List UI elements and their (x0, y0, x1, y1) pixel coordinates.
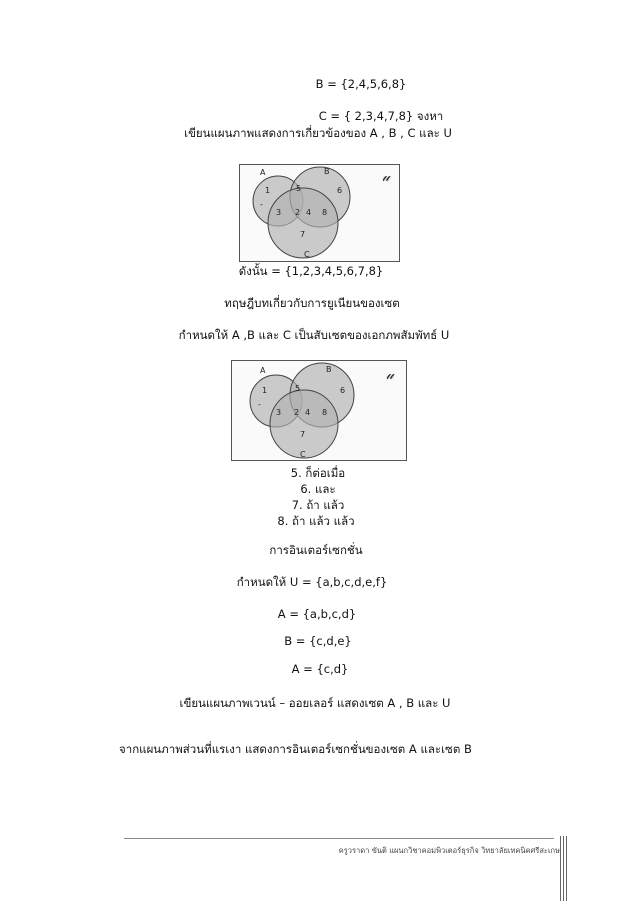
region-7: 7 (300, 430, 306, 439)
theorem-heading: ทฤษฎีบทเกี่ยวกับการยูเนียนของเซต (224, 296, 400, 310)
venn-svg-2 (232, 361, 406, 460)
label-a: A (260, 168, 266, 177)
label-c: C (300, 450, 306, 459)
region-3: 3 (276, 408, 282, 417)
label-b: B (326, 365, 332, 374)
region-8: 8 (322, 408, 328, 417)
label-a: A (260, 366, 266, 375)
region-2: 2 (295, 208, 301, 217)
set-c-circle (268, 188, 338, 258)
venn-svg-1 (240, 165, 399, 261)
region-5: 5 (295, 384, 301, 393)
region-6: 6 (337, 186, 343, 195)
venn-diagram-1 (239, 164, 400, 262)
intersection-heading: การอินเตอร์เซกชั่น (269, 543, 363, 557)
region-1: 1 (262, 386, 268, 395)
label-u: 𝓊 (382, 169, 390, 185)
shaded-description: จากแผนภาพส่วนที่แรเงา แสดงการอินเตอร์เซกชั่นของเซต A และเซต B (119, 742, 472, 756)
label-b: B (324, 167, 330, 176)
set-a-line: A = {a,b,c,d} (277, 607, 357, 621)
set-c-circle (270, 390, 338, 458)
region-dash: - (260, 200, 263, 209)
margin-line-3 (566, 836, 567, 901)
region-1: 1 (265, 186, 271, 195)
region-2: 2 (294, 408, 300, 417)
region-6: 6 (340, 386, 346, 395)
theorem-item-7: 7. ถ้า แล้ว (291, 498, 345, 512)
region-7: 7 (300, 230, 306, 239)
region-4: 4 (306, 208, 312, 217)
set-b-line-2: B = {c,d,e} (284, 634, 352, 648)
set-c-line: C = { 2,3,4,7,8} จงหา (318, 109, 444, 123)
theorem-item-6: 6. และ (300, 482, 336, 496)
margin-line-1 (560, 836, 561, 901)
label-c: C (304, 250, 310, 259)
label-u: 𝓊 (386, 367, 394, 383)
venn-diagram-2 (231, 360, 407, 461)
theorem-item-5: 5. ก็ต่อเมื่อ (290, 466, 346, 480)
set-a-line-2: A = {c,d} (291, 662, 349, 676)
footer-divider (124, 838, 554, 839)
footer-credit: ครูวราดา ขันติ แผนกวิชาคอมพิวเตอร์ธุรกิจ วิทยาลัยเทคนิคศรีสะเกษ (338, 846, 560, 855)
set-b-line: B = {2,4,5,6,8} (315, 77, 407, 91)
region-8: 8 (322, 208, 328, 217)
task-line-1: เขียนแผนภาพแสดงการเกี่ยวข้องของ A , B , C และ U (184, 126, 452, 140)
margin-line-2 (563, 836, 564, 901)
therefore-line: ดังนั้น = {1,2,3,4,5,6,7,8} (238, 264, 384, 278)
region-dash: - (258, 400, 261, 409)
region-3: 3 (276, 208, 282, 217)
region-4: 4 (305, 408, 311, 417)
theorem-item-8: 8. ถ้า แล้ว แล้ว (277, 514, 355, 528)
task-line-2: เขียนแผนภาพเวนน์ – ออยเลอร์ แสดงเซต A , B และ U (179, 696, 451, 710)
given-universe: กำหนดให้ U = {a,b,c,d,e,f} (236, 575, 388, 589)
region-5: 5 (296, 184, 302, 193)
given-line-1: กำหนดให้ A ,B และ C เป็นสับเซตของเอกภพสัมพัทธ์ U (178, 328, 450, 342)
